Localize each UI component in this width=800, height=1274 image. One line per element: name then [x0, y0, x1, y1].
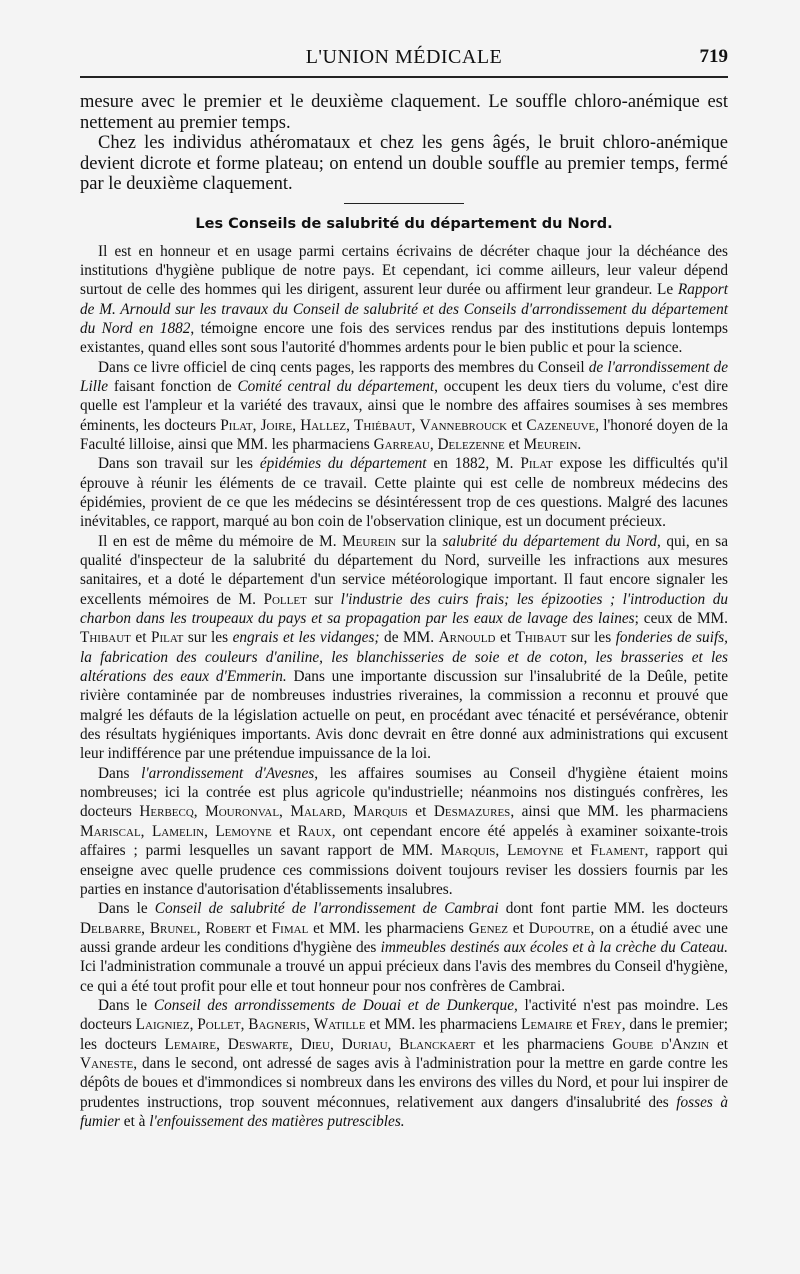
- text: dont font partie MM. les docteurs: [498, 900, 728, 918]
- person-name: Brunel: [149, 919, 197, 937]
- text: et: [572, 1016, 592, 1034]
- person-name: Watille: [313, 1016, 366, 1034]
- person-name: Marquis: [440, 842, 496, 860]
- paragraph: [80, 454, 728, 531]
- text: ,: [387, 1035, 400, 1053]
- person-name: Meurein: [342, 532, 397, 550]
- text: , l'activité n'est pas moindre. Les docteurs: [80, 996, 728, 1034]
- person-name: Dieu: [300, 1035, 330, 1053]
- previous-article-ending: [80, 92, 728, 195]
- person-name: Pilat: [520, 455, 553, 473]
- person-name: Delezenne: [437, 435, 505, 453]
- text: et: [407, 803, 434, 821]
- text: , ont cependant encore été appelés à examiner soixante-trois affaires ; parmi lesquelles un savant rapport de MM.: [80, 822, 728, 860]
- text: et à: [119, 1112, 150, 1130]
- person-name: Laigniez: [135, 1016, 190, 1034]
- running-header: [80, 46, 728, 80]
- italic-term: fonderies de suifs, la fabrication des couleurs d'aniline, les blanchisseries de soie et de coton, les brasseries et les altérations des eaux d'Emmerin.: [80, 629, 728, 686]
- person-name: Malard: [290, 803, 342, 821]
- text: Il en est de même du mémoire de M.: [98, 532, 343, 550]
- text: Dans une importante discussion sur l'insalubrité de la Deûle, petite rivière contaminée par de nombreuses industries riveraines, la commission a reconnu et prouvé que malgré les défauts de la législation actuelle on peut, en procédant avec ténacité et persévérance, obtenir des résultats hygiéniques importants. Avis donc devrait en être donné aux administrations qui excusent leur indifférence par une prétendue impuissance de la loi.: [80, 668, 728, 763]
- text: ,: [193, 803, 206, 821]
- text: , dans le second, ont adressé de sages avis à l'administration pour la mettre en garde contre les dépôts de boues et d'immondices si nombreux dans les environs des villes du Nord, et pour lui inspirer de prudentes instructions, trop souvent méconnues, relativement aux dangers d'insalubrité des: [80, 1054, 728, 1111]
- text: sur: [306, 590, 341, 608]
- text: ,: [196, 919, 206, 937]
- person-name: Dupoutre: [528, 919, 591, 937]
- text: Ici l'administration communale a trouvé un appui précieux dans l'avis des membres du Conseil d'hygiène, ce qui a été tout profit pour elle et tout honneur pour nos confrères de Cambrai.: [80, 958, 728, 995]
- person-name: Robert: [205, 919, 251, 937]
- italic-term: l'enfouissement des matières putrescibles.: [149, 1112, 405, 1130]
- text: Dans son travail sur les: [98, 455, 260, 473]
- person-name: Meurein: [523, 435, 578, 453]
- text: ,: [411, 416, 420, 434]
- text: et: [507, 416, 527, 434]
- person-name: Delbarre: [80, 919, 142, 937]
- person-name: Pollet: [263, 590, 307, 608]
- text: et: [709, 1035, 728, 1053]
- text: ,: [240, 1016, 249, 1034]
- text: Dans ce livre officiel de cinq cents pages, les rapports des membres du Conseil: [98, 358, 589, 376]
- person-name: Deswarte: [227, 1035, 289, 1053]
- text: , ainsi que MM. les pharmaciens: [510, 803, 728, 821]
- text: ,: [346, 416, 355, 434]
- person-name: Joire: [260, 416, 293, 434]
- text: et: [504, 435, 524, 453]
- paragraph: Chez les individus athéromataux et chez les gens âgés, le bruit chloro-anémique devient dicrote et forme plateau; on entend un double souffle au premier temps, fermé par le deuxième claquement.: [80, 133, 728, 194]
- person-name: Goube d'Anzin: [612, 1035, 710, 1053]
- paragraph: [80, 242, 728, 358]
- person-name: Flament: [590, 842, 645, 860]
- person-name: Arnould: [438, 629, 496, 647]
- person-name: Bagneris: [248, 1016, 307, 1034]
- person-name: Hallez: [300, 416, 347, 434]
- text: ,: [292, 416, 301, 434]
- text: et les pharmaciens: [475, 1035, 613, 1053]
- page-number: 719: [699, 46, 728, 67]
- text: et: [271, 822, 298, 840]
- text: faisant fonction de: [108, 377, 238, 395]
- person-name: Vaneste: [80, 1054, 134, 1072]
- article-body: [80, 92, 728, 1131]
- paragraph: [80, 358, 728, 455]
- person-name: Thibaut: [80, 629, 131, 647]
- paragraph: mesure avec le premier et le deuxième claquement. Le souffle chloro-anémique est nettement au premier temps.: [80, 92, 728, 133]
- journal-title: L'UNION MÉDICALE: [305, 46, 503, 68]
- separator-rule: [344, 203, 464, 204]
- text: et: [507, 919, 529, 937]
- text: ,: [306, 1016, 314, 1034]
- italic-term: l'industrie des cuirs frais; les épizooties ; l'introduction du charbon dans les troupeaux du pays et sa propagation par les eaux de lavage des laines: [80, 590, 729, 628]
- person-name: Pilat: [150, 629, 184, 647]
- person-name: Marquis: [353, 803, 408, 821]
- text: sur les: [566, 629, 616, 647]
- text: et MM. les pharmaciens: [365, 1016, 522, 1034]
- paragraph: [80, 899, 728, 996]
- text: ,: [141, 919, 150, 937]
- section-text: [80, 242, 728, 1132]
- person-name: Pollet: [197, 1016, 241, 1034]
- person-name: Thiébaut: [354, 416, 412, 434]
- text: ,: [288, 1035, 301, 1053]
- person-name: Blanckaert: [399, 1035, 476, 1053]
- text: ,: [189, 1016, 198, 1034]
- text: sur la: [396, 532, 443, 550]
- text: ,: [252, 416, 261, 434]
- person-name: Thibaut: [515, 629, 567, 647]
- text: ,: [216, 1035, 228, 1053]
- person-name: Genez: [468, 919, 508, 937]
- text: sur les: [183, 629, 233, 647]
- person-name: Vannebrouck: [419, 416, 508, 434]
- person-name: Desmazures: [433, 803, 511, 821]
- section-title: Les Conseils de salubrité du département du Nord.: [195, 215, 613, 232]
- text: et: [250, 919, 272, 937]
- person-name: Frey: [591, 1016, 622, 1034]
- person-name: Cazeneuve: [526, 416, 596, 434]
- italic-term: immeubles destinés aux écoles et à la crèche du Cateau.: [380, 938, 728, 956]
- text: , témoigne encore une fois des services rendus par des institutions depuis lontemps existantes, quand elles sont sous l'autorité d'hommes ardents pour le bien public et pour la science.: [80, 319, 728, 357]
- italic-term: Conseil des arrondissements de Douai et de Dunkerque: [153, 996, 514, 1014]
- person-name: Lemaire: [164, 1035, 217, 1053]
- person-name: Pilat: [220, 416, 253, 434]
- text: et: [563, 842, 591, 860]
- text: de MM.: [379, 629, 439, 647]
- person-name: Lemoyne: [507, 842, 564, 860]
- text: ,: [495, 842, 508, 860]
- person-name: Garreau: [373, 435, 430, 453]
- person-name: Mariscal: [80, 822, 141, 840]
- text: Dans: [98, 764, 142, 782]
- text: Dans le: [98, 900, 155, 918]
- paragraph: [80, 532, 728, 764]
- text: , qui, en sa qualité d'inspecteur de la salubrité du département du Nord, surveille les infractions aux mesures sanitaires, et a doté le département d'un service météorologique important. Il faut encore signaler les excellents mémoires de M.: [80, 532, 728, 608]
- paragraph: [80, 996, 728, 1131]
- text: , on a étudié avec une aussi grande ardeur les conditions d'hygiène des: [80, 919, 728, 956]
- header-rule: [80, 76, 728, 78]
- text: ,: [429, 435, 438, 453]
- person-name: Raux: [297, 822, 332, 840]
- italic-term: épidémies du département: [259, 455, 427, 473]
- text: .: [577, 435, 582, 453]
- paragraph: [80, 764, 728, 899]
- italic-term: fosses à fumier: [80, 1093, 728, 1130]
- text: ,: [140, 822, 152, 840]
- text: , dans le premier; les docteurs: [80, 1016, 728, 1053]
- italic-term: de l'arrondissement de Lille: [80, 358, 728, 395]
- text: ,: [279, 803, 291, 821]
- text: ,: [341, 803, 354, 821]
- text: en 1882, M.: [426, 455, 521, 473]
- italic-term: salubrité du département du Nord: [442, 532, 657, 550]
- person-name: Fimal: [271, 919, 309, 937]
- person-name: Lemaire: [521, 1016, 573, 1034]
- italic-term: l'arrondissement d'Avesnes: [141, 764, 315, 782]
- text: et: [495, 629, 516, 647]
- person-name: Lamelin: [151, 822, 205, 840]
- text: ; ceux de MM.: [634, 610, 728, 628]
- text: , rapport qui enseigne avec quelle prudence ces commissions doivent toujours reviser les dossiers fournis par les parties en instance d'autorisation d'établissements insalubres.: [80, 842, 728, 898]
- text: expose les difficultés qu'il éprouve à réunir les éléments de ce travail. Cette plainte qui est celle de nombreux médecins des épidémies, provient de ce que les médecins se désintéressent trop de ces questions. Malgré des lacunes inévitables, ce rapport, marqué au bon coin de l'observation clinique, est un document précieux.: [80, 455, 728, 531]
- italic-term: Comité central du département: [237, 377, 435, 395]
- person-name: Duriau: [341, 1035, 388, 1053]
- text: ,: [329, 1035, 342, 1053]
- person-name: Lemoyne: [215, 822, 272, 840]
- italic-term: Conseil de salubrité de l'arrondissement de Cambrai: [154, 900, 499, 918]
- text: et: [130, 629, 151, 647]
- text: , l'honoré doyen de la Faculté lilloise, ainsi que MM. les pharmaciens: [80, 416, 728, 453]
- person-name: Herbecq: [139, 803, 194, 821]
- text: , occupent les deux tiers du volume, c'est dire quelle est l'ampleur et la variété des travaux, ainsi que le nombre des affaires soumises à ses membres éminents, les docteurs: [80, 377, 728, 434]
- italic-term: engrais et les vidanges;: [232, 629, 380, 647]
- text: et MM. les pharmaciens: [308, 919, 469, 937]
- text: ,: [204, 822, 216, 840]
- person-name: Mouronval: [205, 803, 280, 821]
- report-title: Rapport de M. Arnould sur les travaux du Conseil de salubrité et des Conseils d'arrondissement du département du Nord en 1882: [80, 281, 728, 337]
- text: Il est en honneur et en usage parmi certains écrivains de décréter chaque jour la déchéance des institutions d'hygiène publique de notre pays. Et cependant, ici comme ailleurs, leur valeur dépend surtout de celle des hommes qui les dirigent, assurent leur durée ou affirment leur grandeur. Le: [80, 242, 728, 299]
- text: Dans le: [98, 996, 154, 1014]
- text: , les affaires soumises au Conseil d'hygiène étaient moins nombreuses; ici la contrée est plus agricole qu'industrielle; néanmoins nos distingués confrères, les docteurs: [80, 764, 728, 821]
